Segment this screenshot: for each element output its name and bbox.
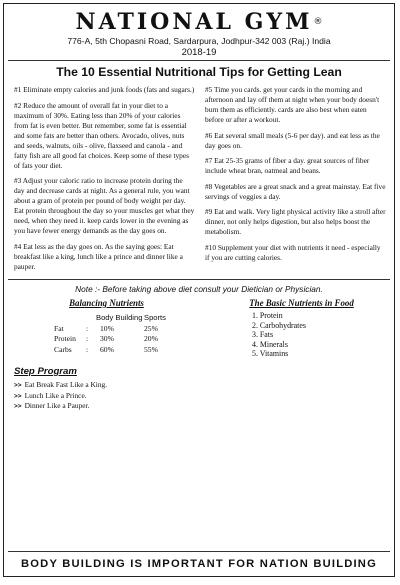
arrow-marker: >> (14, 381, 22, 389)
list-item: 1. Protein (252, 311, 283, 320)
balancing-nutrients (14, 297, 199, 359)
step-list (14, 380, 384, 412)
step-text: Lunch Like a Prince. (24, 390, 87, 400)
tips-right-column (205, 85, 386, 277)
row-sep: : (86, 344, 89, 354)
address: 776-A, 5th Chopasni Road, Sardarpura, Jodhpur-342 003 (Raj.) India (67, 36, 331, 46)
nutrients-title: The Basic Nutrients in Food (249, 298, 354, 308)
step-text: Dinner Like a Pauper. (24, 401, 90, 411)
tips-section (4, 80, 394, 277)
row-bb-value: 10% (100, 323, 114, 333)
table-row (54, 345, 166, 356)
row-sep: : (86, 323, 89, 333)
balancing-table (54, 313, 166, 355)
gym-name-heading (4, 10, 394, 34)
gym-name: NATIONAL GYM (75, 9, 313, 35)
list-item: 5. Vitamins (252, 349, 289, 359)
tip-8: #8 Vegetables are a great snack and a great mainstay. Eat five servings of veggies a day. (205, 181, 386, 201)
col-sports: Sports (144, 313, 166, 322)
list-item: 2. Carbohydrates (252, 320, 306, 330)
tip-4: #4 Eat less as the day goes on. As the saying goes: Eat breakfast like a king, lunch like a prince and dinner like a pauper. (14, 241, 183, 271)
tip-9: #9 Eat and walk. Very light physical activity like a stroll after dinner, not only helps digestion, but also helps boost the metabolism. (205, 207, 386, 236)
balancing-title: Balancing Nutrients (69, 298, 144, 308)
tip-10: #10 Supplement your diet with nutrients it need - especially if you are cutting calories. (205, 242, 381, 262)
step-program (4, 359, 394, 412)
tip-5: #5 Time you cards. get your cards in the morning and afternoon and lay off them at night when your body doesn't burn them as efficiently. cards are also best when eaten before or after a workout. (205, 85, 380, 124)
row-sports-value: 55% (144, 344, 158, 354)
row-label: Fat (54, 323, 64, 333)
row-label: Protein (54, 334, 76, 343)
note-divider (8, 279, 390, 280)
header-divider (8, 60, 390, 61)
row-sep: : (86, 334, 89, 343)
row-sports-value: 25% (144, 323, 158, 333)
step-text: Eat Break Fast Like a King. (24, 379, 108, 389)
list-item (14, 391, 384, 402)
row-sports-value: 20% (144, 334, 158, 343)
list-item: 3. Fats (252, 330, 274, 340)
tip-1: #1 Eliminate empty calories and junk foods (fats and sugars.) (14, 85, 195, 94)
nutrients-list (252, 311, 386, 359)
table-row (54, 324, 166, 335)
arrow-marker: >> (14, 392, 22, 400)
diet-note: Note :- Before taking above diet consult your Dietician or Physician. (75, 284, 323, 294)
col-body-building: Body Building (96, 313, 143, 322)
footer-slogan: BODY BUILDING IS IMPORTANT FOR NATION BUILDING (8, 551, 390, 572)
basic-nutrients (199, 297, 386, 359)
table-row (54, 334, 166, 345)
row-bb-value: 30% (100, 334, 114, 343)
tip-3: #3 Adjust your caloric ratio to increase protein during the day and decrease cards at night. As a general rule, you want about a gram of protein per pound of body weight per day. Eat protein throughout the day so your muscles get what they need, when they need it. keep cards lower in the evening as you have fewer energy demands as the day goes on. (14, 176, 195, 235)
year: 2018-19 (181, 47, 217, 58)
arrow-marker: >> (14, 403, 22, 411)
tip-7: #7 Eat 25-35 grams of fiber a day. great sources of fiber include wheat bran, oatmeal and beans. (205, 156, 370, 175)
list-item: 4. Minerals (252, 339, 288, 349)
row-bb-value: 60% (100, 344, 114, 354)
poster-page (3, 3, 395, 577)
tips-left-column (14, 85, 195, 277)
row-label: Carbs (54, 344, 72, 354)
tip-6: #6 Eat several small meals (5-6 per day). and eat less as the day goes on. (205, 130, 380, 150)
header (4, 4, 394, 59)
list-item (14, 401, 384, 412)
step-program-title: Step Program (14, 365, 77, 377)
page-subtitle: The 10 Essential Nutritional Tips for Getting Lean (56, 65, 342, 79)
nutrients-section (4, 297, 394, 359)
balancing-header-row (54, 313, 166, 324)
registered-mark: ® (313, 17, 323, 27)
list-item (14, 380, 384, 391)
tip-2: #2 Reduce the amount of overall fat in your diet to a maximum of 30%. Eating less than 20% of your calories from fat is even better. But remember, some fat is essential and some fats are better than others. Avocado, olives, nuts and seeds, walnuts, oils - olive, flaxseed and canola - and fatty fish are all good fat choices. Keep some of these types of fats your diet. (14, 100, 189, 170)
